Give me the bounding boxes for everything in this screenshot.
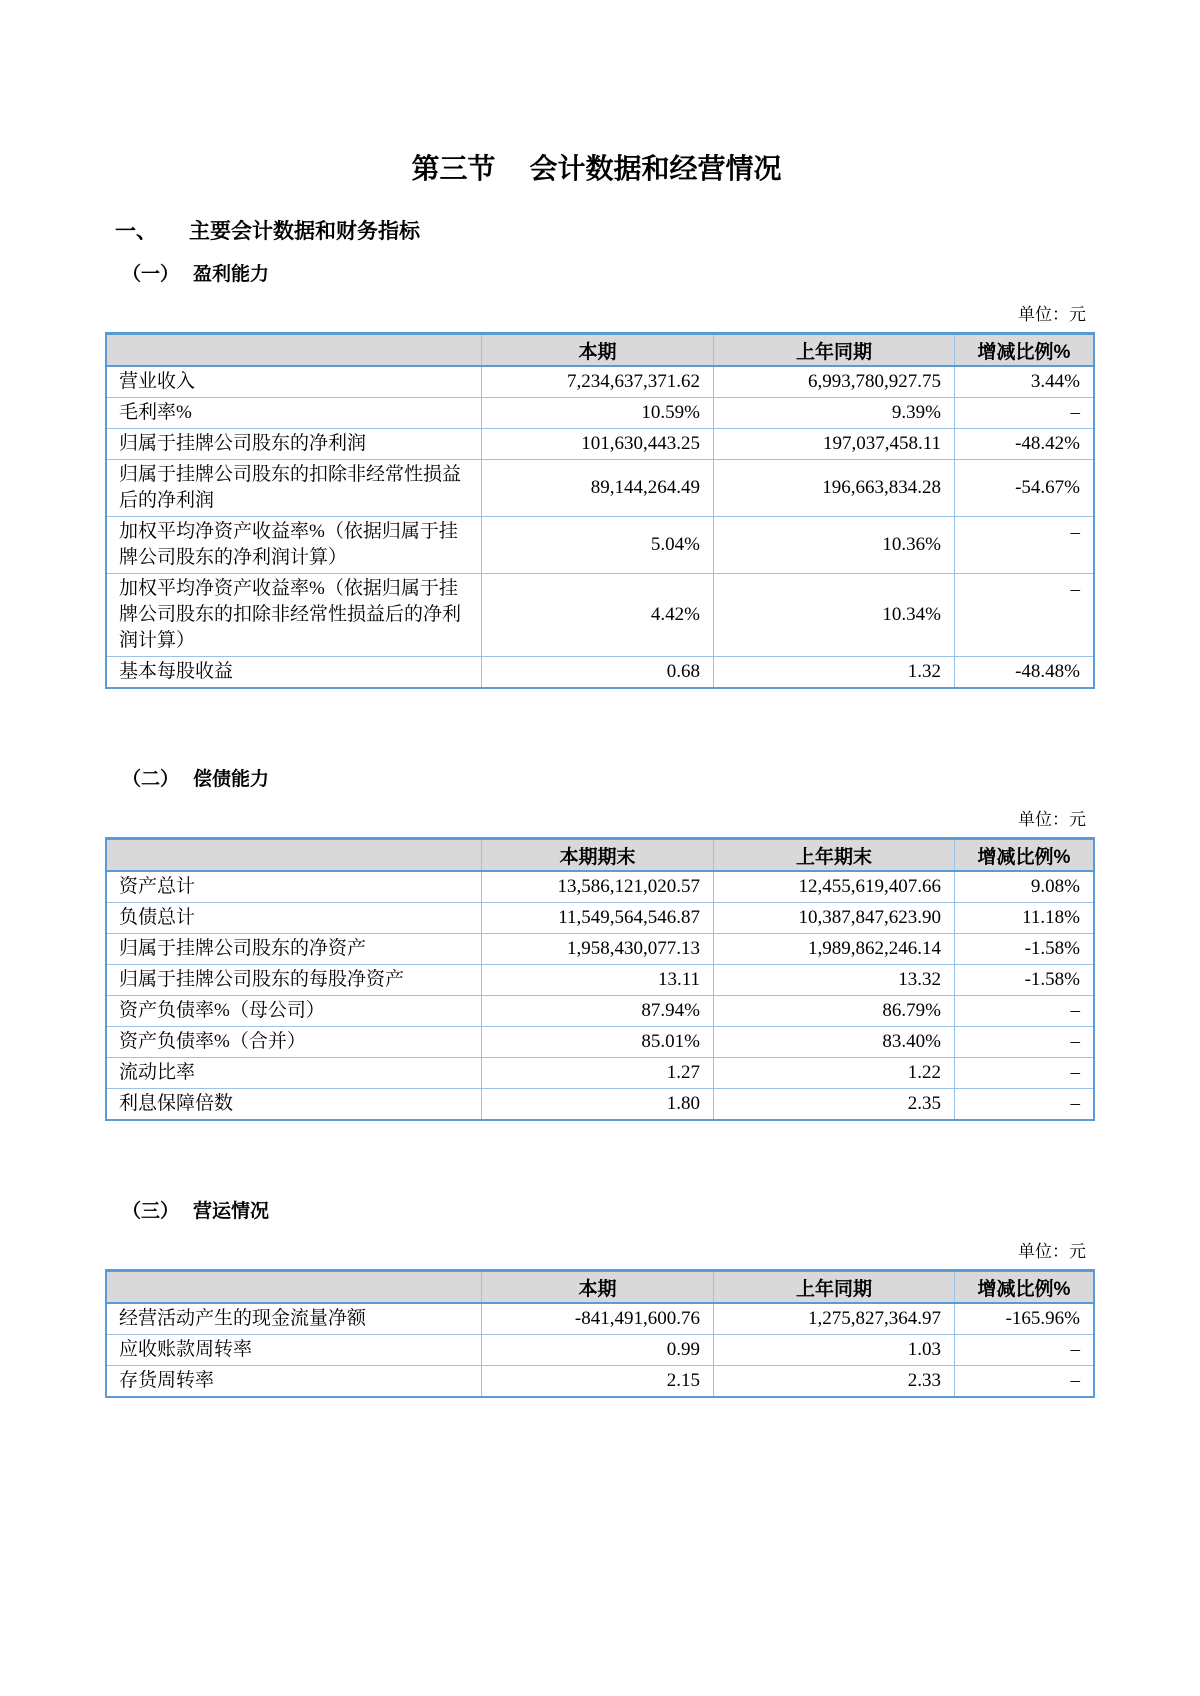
metric-label-cell: 流动比率 (106, 1058, 482, 1089)
metric-value-cell: -48.42% (955, 429, 1095, 460)
subsection-number: （三） (122, 1201, 180, 1222)
metric-value-cell: – (955, 574, 1095, 657)
metric-value-cell: 89,144,264.49 (482, 460, 714, 517)
page-content (105, 0, 1088, 1398)
metric-label-cell: 经营活动产生的现金流量净额 (106, 1303, 482, 1335)
chapter-title: 会计数据和经营情况 (529, 153, 782, 184)
table-row (106, 429, 1094, 460)
table-row (106, 871, 1094, 903)
table-row (106, 657, 1094, 689)
metric-label-cell: 应收账款周转率 (106, 1335, 482, 1366)
metric-value-cell: 1.03 (714, 1335, 955, 1366)
profitability-table (105, 332, 1095, 689)
table-row (106, 1335, 1094, 1366)
subsection-heading-solvency (105, 767, 1088, 793)
metric-value-cell: 2.33 (714, 1366, 955, 1398)
metric-value-cell: 10.59% (482, 398, 714, 429)
table-row (106, 1058, 1094, 1089)
row-label-column-header (106, 334, 482, 367)
column-header: 上年同期 (714, 1271, 955, 1304)
column-header: 增减比例% (955, 334, 1095, 367)
metric-value-cell: 197,037,458.11 (714, 429, 955, 460)
metric-label-cell: 归属于挂牌公司股东的扣除非经常性损益后的净利润 (106, 460, 482, 517)
metric-value-cell: -1.58% (955, 965, 1095, 996)
table-header-row (106, 839, 1094, 872)
chapter-number: 第三节 (411, 153, 496, 184)
metric-value-cell: -1.58% (955, 934, 1095, 965)
metric-value-cell: 6,993,780,927.75 (714, 366, 955, 398)
metric-value-cell: 0.99 (482, 1335, 714, 1366)
table-row (106, 398, 1094, 429)
metric-value-cell: 4.42% (482, 574, 714, 657)
metric-value-cell: – (955, 1366, 1095, 1398)
section-title: 主要会计数据和财务指标 (189, 220, 420, 243)
unit-label: 单位：元 (1018, 305, 1086, 324)
metric-value-cell: – (955, 1335, 1095, 1366)
operations-table (105, 1269, 1095, 1398)
metric-value-cell: 83.40% (714, 1027, 955, 1058)
metric-value-cell: 1,958,430,077.13 (482, 934, 714, 965)
metric-value-cell: 9.08% (955, 871, 1095, 903)
metric-value-cell: – (955, 1027, 1095, 1058)
metric-value-cell: 9.39% (714, 398, 955, 429)
metric-value-cell: 11,549,564,546.87 (482, 903, 714, 934)
metric-value-cell: 0.68 (482, 657, 714, 689)
row-label-column-header (106, 839, 482, 872)
metric-value-cell: 85.01% (482, 1027, 714, 1058)
metric-value-cell: 2.15 (482, 1366, 714, 1398)
table-row (106, 934, 1094, 965)
column-header: 增减比例% (955, 1271, 1095, 1304)
table-row (106, 1303, 1094, 1335)
metric-value-cell: 1.22 (714, 1058, 955, 1089)
table-row (106, 903, 1094, 934)
metric-label-cell: 加权平均净资产收益率%（依据归属于挂牌公司股东的扣除非经常性损益后的净利润计算） (106, 574, 482, 657)
metric-value-cell: 1.27 (482, 1058, 714, 1089)
unit-label: 单位：元 (1018, 1242, 1086, 1261)
subsection-title: 偿债能力 (193, 769, 270, 790)
metric-label-cell: 加权平均净资产收益率%（依据归属于挂牌公司股东的净利润计算） (106, 517, 482, 574)
metric-value-cell: 1.80 (482, 1089, 714, 1121)
subsection-title: 营运情况 (193, 1201, 270, 1222)
table-row (106, 1089, 1094, 1121)
metric-value-cell: 1.32 (714, 657, 955, 689)
row-label-column-header (106, 1271, 482, 1304)
metric-value-cell: 13.32 (714, 965, 955, 996)
metric-label-cell: 资产负债率%（合并） (106, 1027, 482, 1058)
metric-value-cell: – (955, 1089, 1095, 1121)
metric-value-cell: 7,234,637,371.62 (482, 366, 714, 398)
subsection-title: 盈利能力 (193, 264, 270, 285)
column-header: 本期 (482, 334, 714, 367)
metric-label-cell: 资产总计 (106, 871, 482, 903)
metric-value-cell: -165.96% (955, 1303, 1095, 1335)
metric-value-cell: 1,275,827,364.97 (714, 1303, 955, 1335)
metric-value-cell: 101,630,443.25 (482, 429, 714, 460)
metric-value-cell: -54.67% (955, 460, 1095, 517)
column-header: 上年同期 (714, 334, 955, 367)
metric-value-cell: – (955, 398, 1095, 429)
page-title (105, 0, 1088, 188)
metric-value-cell: 86.79% (714, 996, 955, 1027)
metric-value-cell: -841,491,600.76 (482, 1303, 714, 1335)
metric-label-cell: 资产负债率%（母公司） (106, 996, 482, 1027)
metric-value-cell: 12,455,619,407.66 (714, 871, 955, 903)
unit-label: 单位：元 (1018, 810, 1086, 829)
column-header: 上年期末 (714, 839, 955, 872)
metric-label-cell: 归属于挂牌公司股东的净资产 (106, 934, 482, 965)
table-header-row (106, 1271, 1094, 1304)
metric-value-cell: – (955, 1058, 1095, 1089)
metric-value-cell: – (955, 996, 1095, 1027)
solvency-table (105, 837, 1095, 1121)
metric-label-cell: 归属于挂牌公司股东的每股净资产 (106, 965, 482, 996)
metric-value-cell: 10.36% (714, 517, 955, 574)
subsection-heading-profitability (105, 262, 1088, 288)
metric-value-cell: 10,387,847,623.90 (714, 903, 955, 934)
table-row (106, 366, 1094, 398)
metric-value-cell: 3.44% (955, 366, 1095, 398)
metric-value-cell: 1,989,862,246.14 (714, 934, 955, 965)
metric-value-cell: – (955, 517, 1095, 574)
metric-value-cell: 5.04% (482, 517, 714, 574)
subsection-number: （一） (122, 264, 180, 285)
column-header: 本期 (482, 1271, 714, 1304)
table-row (106, 1027, 1094, 1058)
column-header: 增减比例% (955, 839, 1095, 872)
table-row (106, 460, 1094, 517)
table-header-row (106, 334, 1094, 367)
metric-value-cell: 13.11 (482, 965, 714, 996)
subsection-number: （二） (122, 769, 180, 790)
section-heading (105, 218, 1088, 246)
metric-value-cell: 2.35 (714, 1089, 955, 1121)
column-header: 本期期末 (482, 839, 714, 872)
metric-label-cell: 归属于挂牌公司股东的净利润 (106, 429, 482, 460)
metric-value-cell: -48.48% (955, 657, 1095, 689)
subsection-heading-operations (105, 1199, 1088, 1225)
table-row (106, 1366, 1094, 1398)
table-row (106, 517, 1094, 574)
metric-label-cell: 营业收入 (106, 366, 482, 398)
metric-label-cell: 存货周转率 (106, 1366, 482, 1398)
metric-value-cell: 11.18% (955, 903, 1095, 934)
metric-value-cell: 13,586,121,020.57 (482, 871, 714, 903)
table-row (106, 574, 1094, 657)
metric-label-cell: 毛利率% (106, 398, 482, 429)
metric-label-cell: 利息保障倍数 (106, 1089, 482, 1121)
metric-label-cell: 基本每股收益 (106, 657, 482, 689)
metric-value-cell: 87.94% (482, 996, 714, 1027)
metric-label-cell: 负债总计 (106, 903, 482, 934)
section-number: 一、 (115, 220, 157, 243)
metric-value-cell: 196,663,834.28 (714, 460, 955, 517)
table-row (106, 965, 1094, 996)
metric-value-cell: 10.34% (714, 574, 955, 657)
table-row (106, 996, 1094, 1027)
